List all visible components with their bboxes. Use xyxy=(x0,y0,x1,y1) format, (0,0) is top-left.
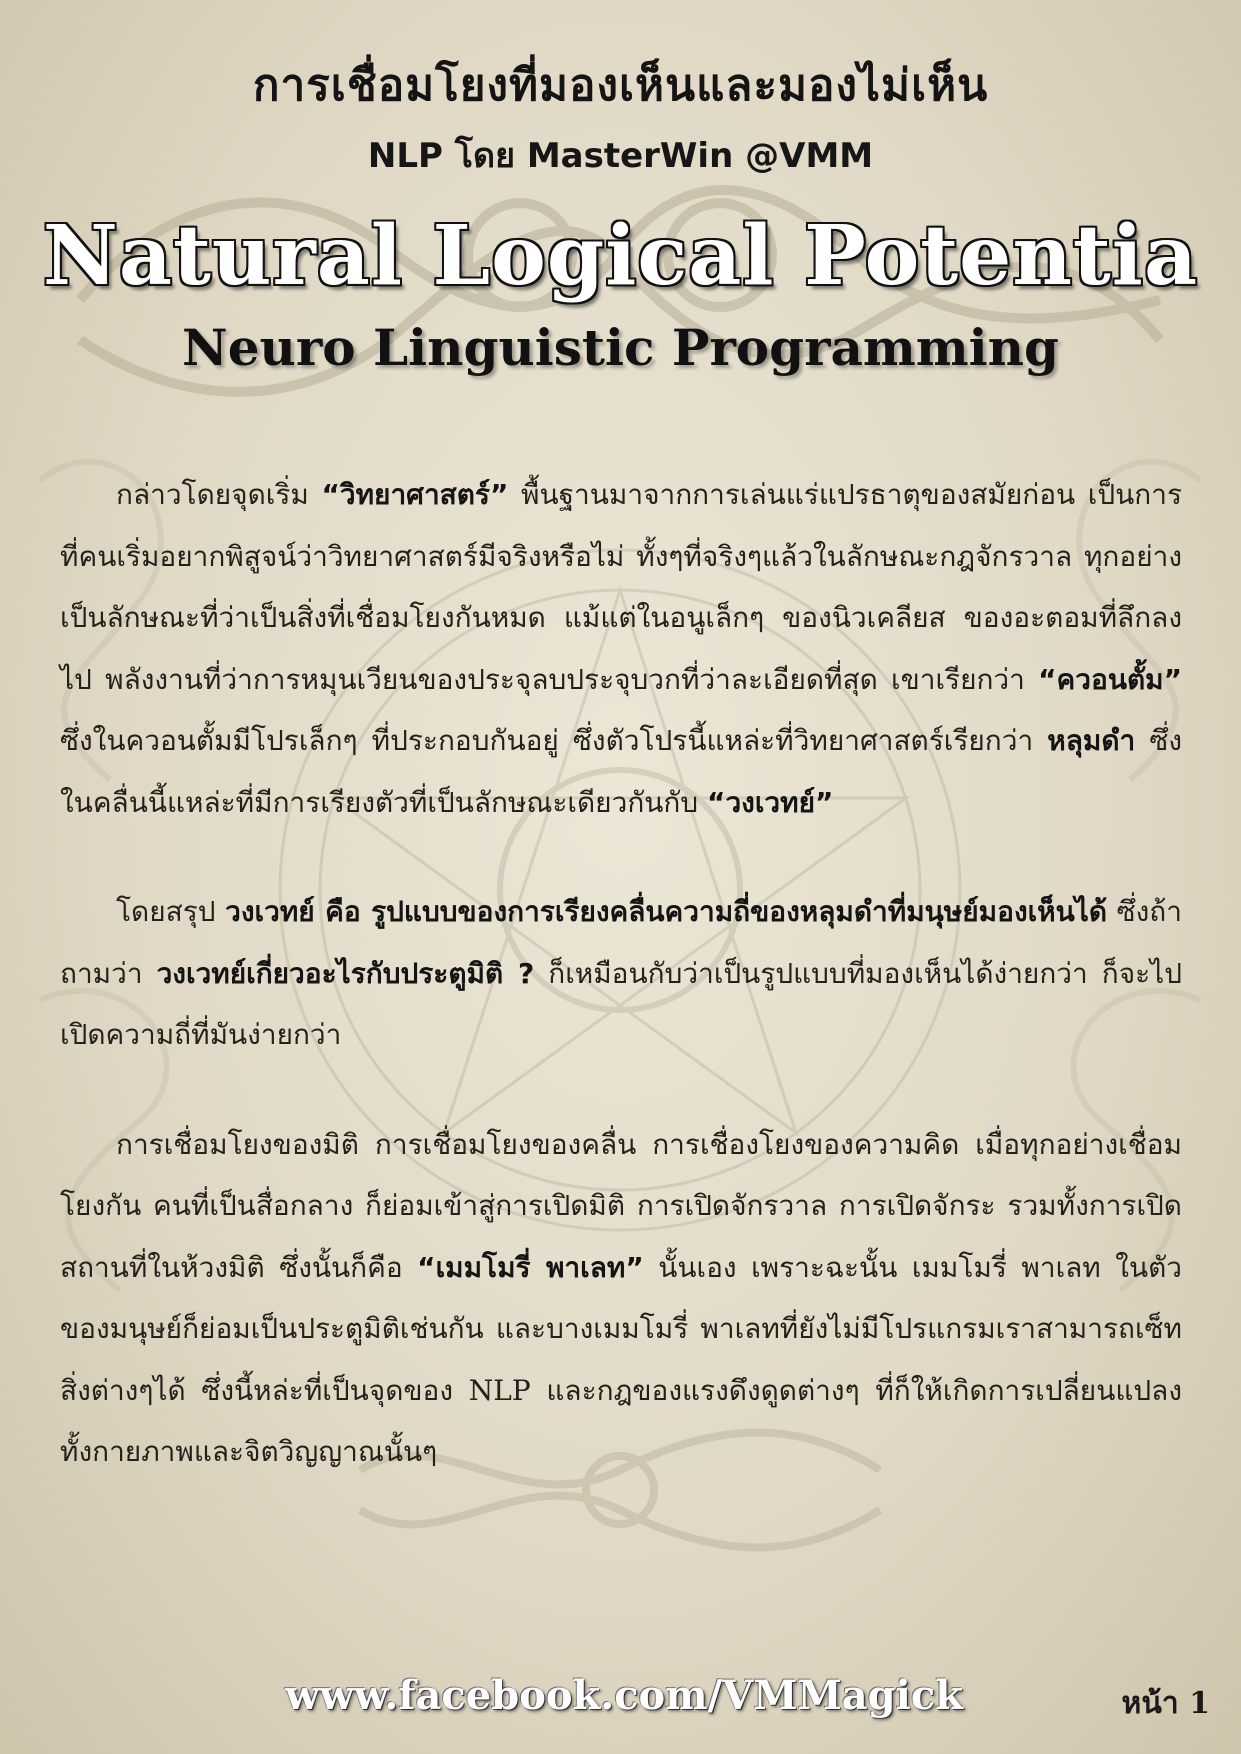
emphasis-memory-palace: “เมมโมรี่ พาเลท” xyxy=(417,1250,644,1284)
facebook-url: www.facebook.com/VMMagick xyxy=(285,1672,963,1719)
text-span: ก็เหมือนกับว่าเป็นรูปแบบที่มองเห็นได้ง่ายกว่า ก็จะไปเปิดความถี่ที่มันง่ายกว่า xyxy=(60,956,1182,1051)
text-span: ซึ่งถ้าถามว่า xyxy=(60,895,1182,990)
main-title: Natural Logical Potentia xyxy=(42,208,1199,304)
emphasis-definition: วงเวทย์ คือ รูปแบบของการเรียงคลื่นความถี่ของหลุมดำที่มนุษย์มองเห็นได้ xyxy=(225,895,1108,928)
article-body xyxy=(60,464,1182,1483)
emphasis-question: วงเวทย์เกี่ยวอะไรกับประตูมิติ ? xyxy=(156,956,535,990)
text-span: โดยสรุป xyxy=(116,895,226,928)
emphasis-magic-circle: “วงเวทย์” xyxy=(707,785,834,819)
text-span: ซึ่งในคลื่นนี้แหล่ะที่มีการเรียงตัวที่เป็นลักษณะเดียวกันกับ xyxy=(60,724,1183,819)
text-span: กล่าวโดยจุดเริ่ม xyxy=(116,478,322,511)
paragraph-1 xyxy=(60,464,1182,833)
main-subtitle: Neuro Linguistic Programming xyxy=(182,318,1059,377)
paragraph-2 xyxy=(60,881,1182,1066)
text-span: การเชื่อมโยงของมิติ การเชื่อมโยงของคลื่น การเชื่องโยงของความคิด เมื่อทุกอย่างเชื่อมโยงกัน คนที่เป็นสื่อกลาง ก็ย่อมเข้าสู่การเปิดมิติ การเปิดจักรวาล การเปิดจักระ รวมทั้งการเปิดสถานที่ในห้วงมิติ ซึ่งนั้นก็คือ xyxy=(60,1127,1182,1284)
emphasis-science: “วิทยาศาสตร์” xyxy=(321,478,509,511)
paragraph-3 xyxy=(60,1114,1182,1483)
text-span: นั้นเอง เพราะฉะนั้น เมมโมรี่ พาเลท ในตัวของมนุษย์ก็ย่อมเป็นประตูมิติเช่นกัน และบางเมมโมรี่ พาเลทที่ยังไม่มีโปรแกรมเราสามารถเซ็ทสิ่งต่างๆได้ ซึ่งนี้หล่ะที่เป็นจุดของ NLP และกฎของแรงดึงดูดต่างๆ ที่ก็ให้เกิดการเปลี่ยนแปลงทั้งกายภาพและจิตวิญญาณนั้นๆ xyxy=(60,1250,1182,1468)
emphasis-quantum: “ควอนตั้ม” xyxy=(1038,662,1182,696)
text-span: ซึ่งในควอนตั้มมีโปรเล็กๆ ที่ประกอบกันอยู่ ซึ่งตัวโปรนี้แหล่ะที่วิทยาศาสตร์เรียกว่า xyxy=(60,724,1048,757)
thai-title: การเชื่อมโยงที่มองเห็นและมองไม่เห็น xyxy=(252,60,989,111)
emphasis-black-hole: หลุมดำ xyxy=(1047,724,1136,757)
text-span: พื้นฐานมาจากการเล่นแร่แปรธาตุของสมัยก่อน เป็นการที่คนเริ่มอยากพิสูจน์ว่าวิทยาศาสตร์มีจริงหรือไม่ ทั้งๆที่จริงๆแล้วในลักษณะกฎจักรวาล ทุกอย่างเป็นลักษณะที่ว่าเป็นสิ่งที่เชื่อมโยงกันหมด แม้แต่ในอนูเล็กๆ ของนิวเคลียส ของอะตอมที่ลึกลงไป พลังงานที่ว่าการหมุนเวียนของประจุลบประจุบวกที่ว่าละเอียดที่สุด เขาเรียกว่า xyxy=(60,478,1182,696)
page-number: หน้า 1 xyxy=(1121,1686,1210,1721)
author-subtitle: NLP โดย MasterWin @VMM xyxy=(367,136,874,176)
